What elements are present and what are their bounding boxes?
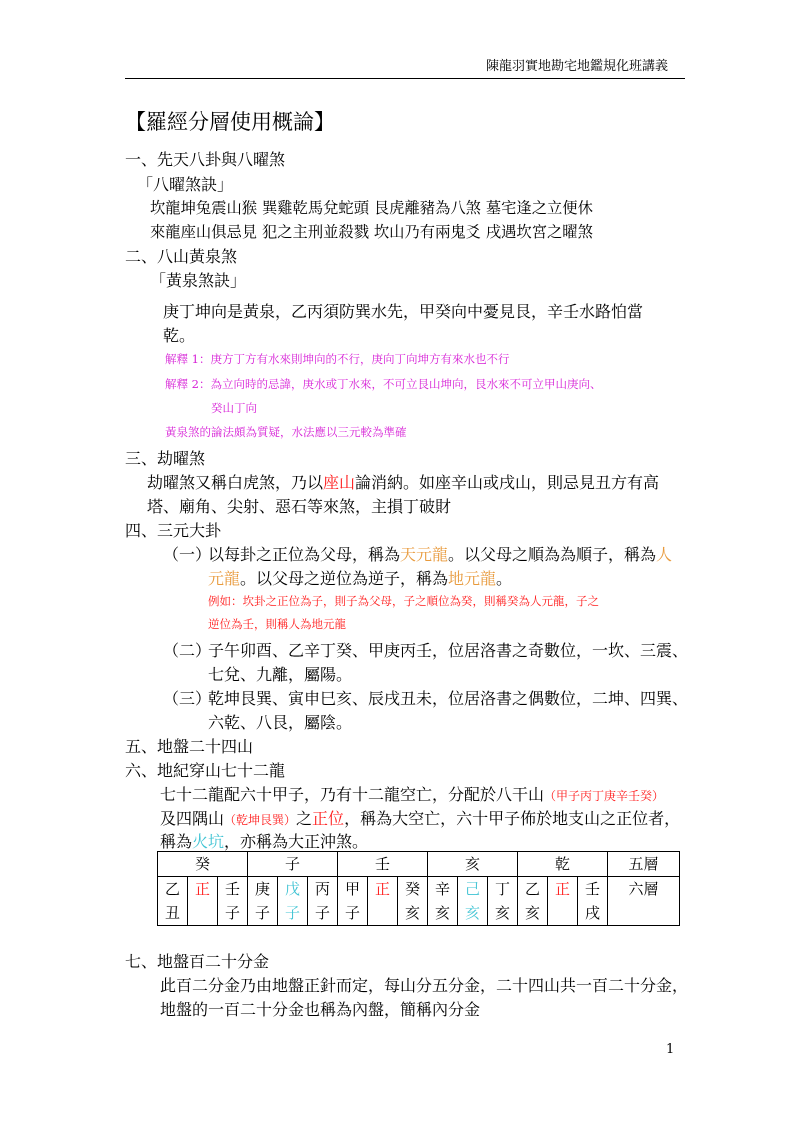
table-cell-top-char: 正 [554, 880, 570, 898]
section-4-item-3-label: （三） [163, 689, 212, 708]
section-7-line-1: 此百二分金乃由地盤正針而定，每山分五分金，二十四山共一百二十分金， [160, 976, 689, 995]
section-4-item-3-line-2: 六乾、八艮，屬陰。 [208, 713, 353, 732]
section-6-heading: 六、地紀穿山七十二龍 [125, 761, 286, 780]
table-cell-bottom-char: 子 [224, 904, 240, 922]
table-header-cell: 亥 [428, 852, 518, 877]
section-4-item-2-label: （二） [163, 641, 212, 660]
highlight-huokeng: 火坑 [192, 832, 225, 851]
highlight-renyuanlong-part-1: 人 [656, 545, 673, 564]
table-cell-top-char: 癸 [404, 880, 420, 898]
dragon-table [157, 851, 680, 926]
section-1-verse-line-2: 來龍座山俱忌見 犯之主刑並殺戮 坎山乃有兩鬼爻 戌遇坎宮之曜煞 [150, 223, 593, 241]
table-cell-top-char: 乙 [164, 880, 180, 898]
table-cell-top-char: 己 [464, 880, 480, 898]
section-4-item-3-line-1: 乾坤艮巽、寅申巳亥、辰戌丑未，位居洛書之偶數位，二坤、四巽、 [208, 689, 689, 708]
table-header-cell: 壬 [338, 852, 428, 877]
section-4-example-line-1: 例如：坎卦之正位為子，則子為父母，子之順位為癸，則稱癸為人元龍，子之 [208, 594, 599, 608]
table-cell [368, 877, 398, 926]
table-cell [398, 877, 428, 926]
table-cell [248, 877, 278, 926]
section-4-item-1-line-1: 以每卦之正位為父母，稱為天元龍。以父母之順為為順子，稱為人 [208, 545, 673, 564]
table-cell-bottom-char: 亥 [404, 904, 420, 922]
document-title: 【羅經分層使用概論】 [125, 110, 335, 134]
table-cell-top-char: 壬 [224, 880, 240, 898]
table-cell-bottom-char: 子 [314, 904, 330, 922]
table-cell-top-char: 庚 [254, 880, 270, 898]
table-cell [578, 877, 608, 926]
section-6-line-1: 七十二龍配六十甲子，乃有十二龍空亡，分配於八干山（甲子丙丁庚辛壬癸） [160, 785, 665, 804]
table-cell [218, 877, 248, 926]
section-4-item-2-line-1: 子午卯酉、乙辛丁癸、甲庚丙壬，位居洛書之奇數位，一坎、三震、 [208, 641, 689, 660]
section-4-item-2-line-2: 七兌、九離，屬陽。 [208, 665, 353, 684]
section-2-verse-line-2: 乾。 [163, 326, 196, 345]
table-cell [188, 877, 218, 926]
section-5-heading: 五、地盤二十四山 [125, 737, 254, 756]
section-4-item-1-line-2: 元龍。以父母之逆位為逆子，稱為地元龍。 [208, 569, 513, 588]
highlight-four-corners: （乾坤艮巽） [224, 813, 297, 827]
table-cell-top-char: 丁 [494, 880, 510, 898]
table-cell-top-char: 正 [194, 880, 210, 898]
section-2-subheading: 「黃泉煞訣」 [150, 271, 247, 290]
section-7-line-2: 地盤的一百二十分金也稱為內盤，簡稱內分金 [160, 1000, 481, 1019]
table-cell-bottom-char: 子 [344, 904, 360, 922]
table-cell-bottom-char: 丑 [164, 904, 180, 922]
table-cell-bottom-char: 亥 [524, 904, 540, 922]
table-cell [428, 877, 458, 926]
section-4-example-line-2: 逆位為壬，則稱人為地元龍 [208, 617, 346, 631]
section-6-line-2: 及四隅山（乾坤艮巽）之正位，稱為大空亡，六十甲子佈於地支山之正位者， [160, 809, 681, 828]
section-1-verse-line-1: 坎龍坤兔震山猴 巽雞乾馬兌蛇頭 艮虎離豬為八煞 墓宅逢之立便休 [150, 199, 593, 217]
highlight-tianyuanlong: 天元龍 [400, 545, 449, 564]
section-7-heading: 七、地盤百二十分金 [125, 952, 270, 971]
table-cell [488, 877, 518, 926]
highlight-zhengwei: 正位 [312, 809, 345, 828]
table-cell-bottom-char: 亥 [464, 904, 480, 922]
highlight-diyuanlong: 地元龍 [448, 569, 497, 588]
table-header-cell: 乾 [518, 852, 608, 877]
table-cell-top-char: 辛 [434, 880, 450, 898]
table-body-row [158, 877, 680, 926]
table-cell-top-char: 壬 [584, 880, 600, 898]
section-2-note-2-cont: 癸山丁向 [211, 401, 257, 415]
table-cell-bottom-char: 戌 [584, 904, 600, 922]
table-cell-top-char: 乙 [524, 880, 540, 898]
section-1-heading: 一、先天八卦與八曜煞 [125, 150, 286, 169]
section-3-heading: 三、劫曜煞 [125, 449, 206, 468]
table-header-cell: 子 [248, 852, 338, 877]
table-cell-bottom-char: 子 [254, 904, 270, 922]
table-header-row [158, 852, 680, 877]
table-cell [158, 877, 188, 926]
highlight-zuoshan: 座山 [323, 473, 356, 492]
table-cell-bottom-char: 子 [284, 904, 300, 922]
table-cell [548, 877, 578, 926]
page-number: 1 [666, 1042, 675, 1057]
highlight-eight-stems: （甲子丙丁庚辛壬癸） [544, 789, 665, 803]
section-2-note-2: 解釋 2：為立向時的忌諱，庚水或丁水來，不可立艮山坤向，艮水來不可立甲山庚向、 [165, 377, 602, 391]
table-cell-top-char: 丙 [314, 880, 330, 898]
table-cell [308, 877, 338, 926]
section-2-note-1: 解釋 1：庚方丁方有水來則坤向的不行，庚向丁向坤方有來水也不行 [165, 352, 510, 366]
table-cell-top-char: 甲 [344, 880, 360, 898]
section-2-verse-line-1: 庚丁坤向是黃泉，乙丙須防巽水先，甲癸向中憂見艮，辛壬水路怕當 [163, 302, 644, 321]
section-6-line-3: 稱為火坑，亦稱為大正沖煞。 [160, 832, 369, 851]
section-2-heading: 二、八山黃泉煞 [125, 247, 238, 266]
section-3-line-2: 塔、廟角、尖射、惡石等來煞，主損丁破財 [147, 497, 452, 516]
table-cell-bottom-char: 亥 [494, 904, 510, 922]
section-2-note-3: 黃泉煞的論法頗為質疑，水法應以三元較為準確 [165, 425, 407, 439]
table-header-cell: 五層 [608, 852, 680, 877]
table-cell-top-char: 戊 [284, 880, 300, 898]
table-cell [338, 877, 368, 926]
header-rule [125, 78, 685, 79]
table-cell [278, 877, 308, 926]
table-cell-bottom-char: 亥 [434, 904, 450, 922]
table-header-cell: 癸 [158, 852, 248, 877]
table-cell-layer-six: 六層 [608, 877, 680, 926]
section-3-line-1: 劫曜煞又稱白虎煞，乃以座山論消納。如座辛山或戌山，則忌見丑方有高 [147, 473, 660, 492]
table-cell [518, 877, 548, 926]
running-header: 陳龍羽實地勘宅地鑑規化班講義 [486, 59, 669, 74]
highlight-renyuanlong-part-2: 元龍 [208, 569, 241, 588]
table-cell-top-char: 正 [374, 880, 390, 898]
section-4-heading: 四、三元大卦 [125, 521, 222, 540]
table-cell [458, 877, 488, 926]
section-4-item-1-label: （一） [163, 545, 212, 564]
section-1-subheading: 「八曜煞訣」 [137, 175, 234, 194]
